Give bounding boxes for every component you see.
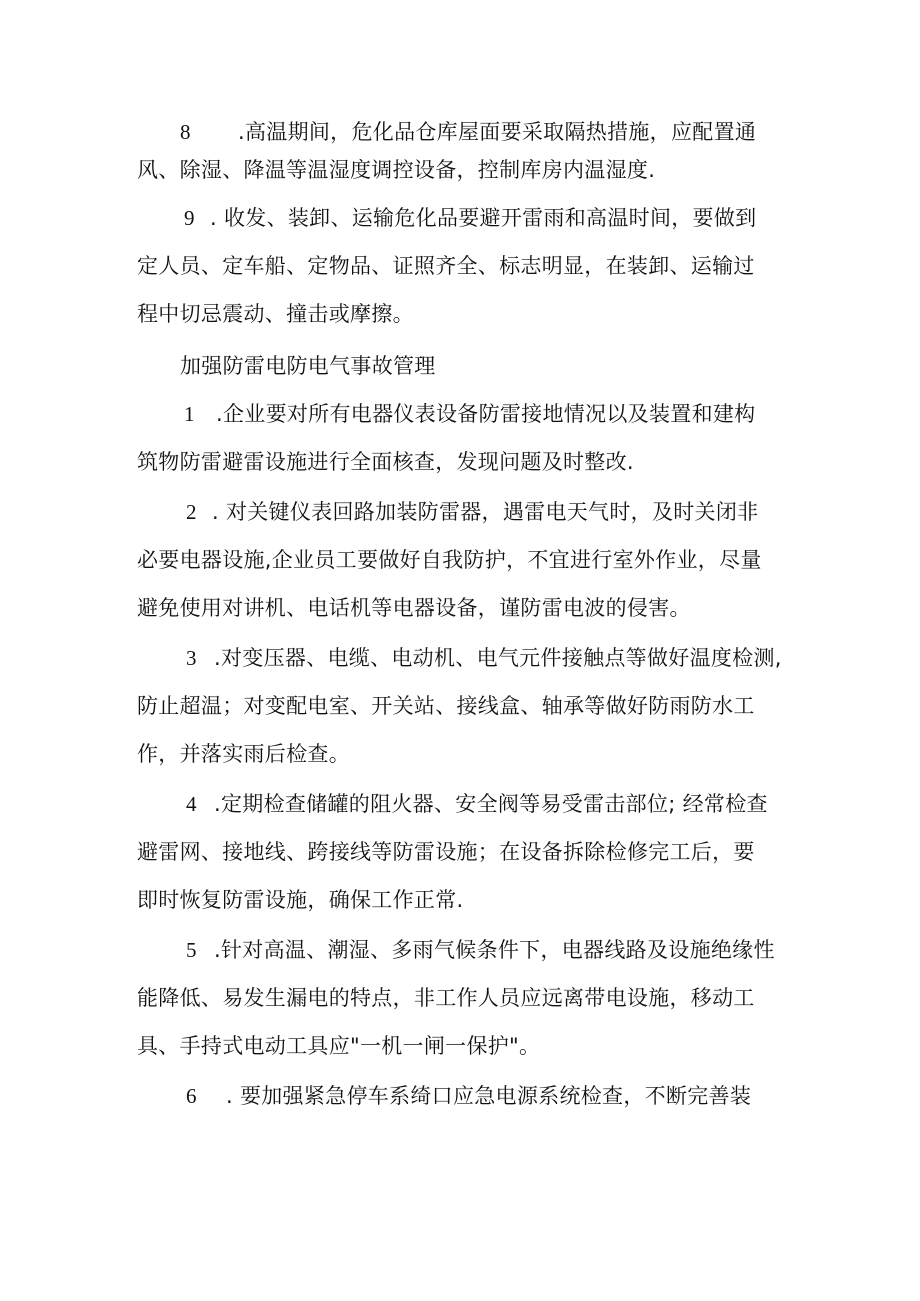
paragraph-8-line-1 [180, 112, 756, 152]
item-5-text-2: 能降低、易发生漏电的特点，非工作人员应远离带电设施，移动工 [137, 986, 755, 1010]
item-1-line-2 [137, 442, 634, 482]
item-5-line-2 [137, 978, 755, 1018]
item-5-line-1 [186, 930, 775, 970]
item-1-line-1 [184, 394, 755, 434]
item-3-line-2 [137, 686, 755, 726]
paragraph-9-line-1 [184, 198, 756, 238]
item-4-line-2 [137, 832, 755, 872]
item-4-text-1: .定期检查储罐的阻火器、安全阀等易受雷击部位; 经常检查 [214, 792, 768, 816]
item-1-number: 1 [184, 402, 195, 426]
item-2-text-1: . 对关键仪表回路加装防雷器，遇雷电天气时，及时关闭非 [212, 500, 759, 524]
item-3-line-1 [186, 638, 782, 678]
paragraph-9-line-2 [137, 246, 755, 286]
paragraph-9-text-2: 定人员、定车船、定物品、证照齐全、标志明显，在装卸、运输过 [137, 254, 755, 278]
item-4-number: 4 [186, 792, 197, 816]
section-heading: 加强防雷电防电气事故管理 [180, 354, 436, 378]
item-4-line-1 [186, 784, 768, 824]
paragraph-8-text-1: .高温期间，危化品仓库屋面要采取隔热措施，应配置通 [238, 120, 757, 144]
paragraph-8-line-2 [137, 150, 655, 190]
item-3-text-2: 防止超温；对变配电室、开关站、接线盒、轴承等做好防雨防水工 [137, 694, 755, 718]
item-1-text-1: .企业要对所有电器仪表设备防雷接地情况以及装置和建构 [216, 402, 756, 426]
item-2-line-3 [137, 588, 691, 628]
item-3-line-3 [137, 734, 350, 774]
item-6-number: 6 [186, 1084, 197, 1108]
item-3-text-1: .对变压器、电缆、电动机、电气元件接触点等做好温度检测, [214, 646, 782, 670]
item-2-number: 2 [186, 500, 197, 524]
item-5-text-3: 具、手持式电动工具应"一机一闸一保护"。 [137, 1034, 541, 1058]
item-4-line-3 [137, 880, 463, 920]
item-4-text-2: 避雷网、接地线、跨接线等防雷设施；在设备拆除检修完工后，要 [137, 840, 755, 864]
item-3-text-3: 作，并落实雨后检查。 [137, 742, 350, 766]
paragraph-9-line-3 [137, 294, 414, 334]
paragraph-9-text-3: 程中切忌震动、撞击或摩擦。 [137, 302, 414, 326]
item-2-line-1 [186, 492, 758, 532]
item-5-line-3 [137, 1026, 540, 1066]
item-5-number: 5 [186, 938, 197, 962]
item-2-text-3: 避免使用对讲机、电话机等电器设备，谨防雷电波的侵害。 [137, 596, 691, 620]
item-6-line-1 [186, 1076, 751, 1116]
item-2-text-2: 必要电器设施,企业员工要做好自我防护，不宜进行室外作业，尽量 [137, 548, 762, 572]
paragraph-9-number: 9 [184, 206, 195, 230]
item-1-text-2: 筑物防雷避雷设施进行全面核查，发现问题及时整改. [137, 450, 634, 474]
paragraph-9-text-1: . 收发、装卸、运输危化品要避开雷雨和高温时间，要做到 [210, 206, 757, 230]
paragraph-8-text-2: 风、除湿、降温等温湿度调控设备，控制库房内温湿度. [137, 158, 656, 182]
item-4-text-3: 即时恢复防雷设施，确保工作正常. [137, 888, 464, 912]
item-3-number: 3 [186, 646, 197, 670]
item-5-text-1: .针对高温、潮湿、多雨气候条件下，电器线路及设施绝缘性 [214, 938, 775, 962]
paragraph-8-number: 8 [180, 120, 191, 144]
item-2-line-2 [137, 540, 762, 580]
item-6-text-1: . 要加强紧急停车系绮口应急电源系统检查，不断完善装 [226, 1084, 752, 1108]
